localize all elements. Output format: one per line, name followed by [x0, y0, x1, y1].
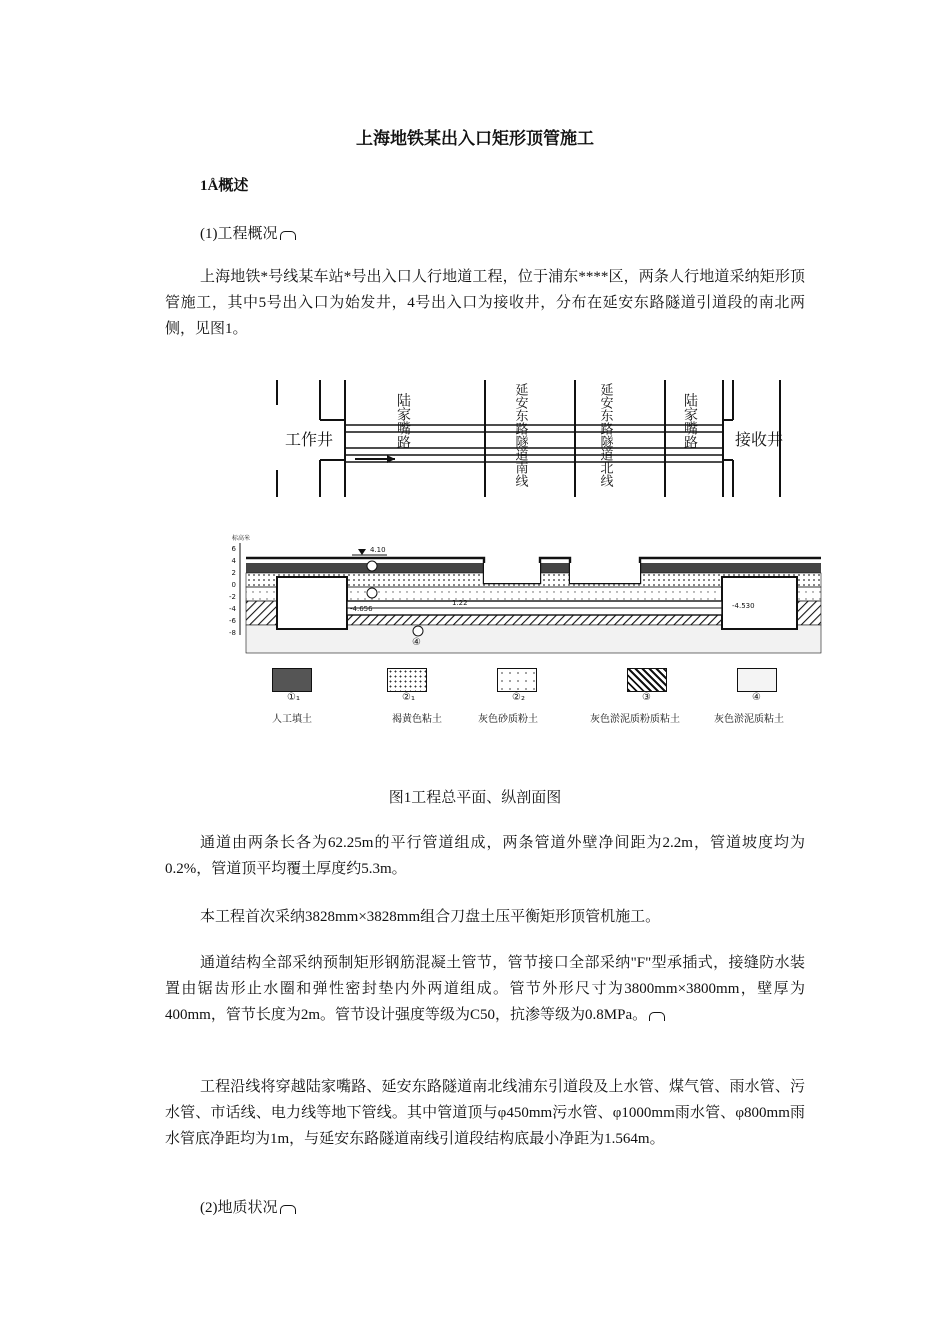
label-road-3: 延安东路隧道北线 — [597, 383, 613, 487]
legend-swatch — [387, 668, 427, 692]
paragraph-mark-icon — [649, 1012, 665, 1021]
level-right: -4.530 — [732, 602, 755, 610]
label-road-4: 陆家嘴路 — [682, 393, 698, 449]
paragraph-dimensions: 通道由两条长各为62.25m的平行管道组成，两条管道外壁净间距为2.2m，管道坡度均为0.2%，管道顶平均覆土厚度约5.3m。 — [165, 835, 805, 877]
axis-tick: 0 — [231, 581, 236, 589]
paragraph-mark-icon — [280, 1205, 296, 1214]
paragraph-machine: 本工程首次采纳3828mm×3828mm组合刀盘土压平衡矩形顶管机施工。 — [200, 909, 661, 925]
section-heading: 1Å概述 — [200, 178, 249, 194]
legend-symbol: ④ — [752, 692, 761, 703]
paragraph-mark-icon — [280, 231, 296, 240]
legend-label: 人工填土 — [272, 714, 312, 725]
legend-item — [497, 668, 537, 692]
legend-symbol: ②₁ — [402, 692, 415, 703]
label-receiving-shaft: 接收井 — [735, 430, 784, 449]
subsection-heading-geology: (2)地质状况 — [200, 1196, 296, 1217]
legend-item — [737, 668, 777, 692]
subsection-heading-overview: (1)工程概况 — [200, 222, 296, 243]
legend-label: 灰色砂质粉土 — [478, 714, 538, 725]
legend-swatch — [737, 668, 777, 692]
page-title: 上海地铁某出入口矩形顶管施工 — [356, 129, 594, 148]
level-left: -4.656 — [350, 605, 373, 613]
legend-label: 褐黄色粘土 — [392, 714, 442, 725]
legend-swatch — [272, 668, 312, 692]
legend-symbol: ②₂ — [512, 692, 525, 703]
axis-tick: -2 — [229, 593, 236, 601]
legend-item — [272, 668, 312, 692]
axis-tick: 4 — [231, 557, 236, 565]
label-road-1: 陆家嘴路 — [395, 393, 411, 449]
label-work-shaft: 工作井 — [285, 430, 334, 449]
axis-header-unit: 米 — [244, 535, 251, 542]
paragraph-pipelines: 工程沿线将穿越陆家嘴路、延安东路隧道南北线浦东引道段及上水管、煤气管、雨水管、污水管、市话线、电力线等地下管线。其中管道顶与φ450mm污水管、φ1000mm雨水管、φ800mm雨水管底净距均为1m，与延安东路隧道南线引道段结构底最小净距为1.564m。 — [165, 1079, 805, 1147]
figure-caption: 图1工程总平面、纵剖面图 — [388, 790, 562, 806]
legend-item — [627, 668, 667, 692]
legend-label: 灰色淤泥质粘土 — [714, 714, 784, 725]
legend-swatch — [497, 668, 537, 692]
axis-tick: -4 — [229, 605, 236, 613]
legend-swatch — [627, 668, 667, 692]
figure-plan-view — [275, 375, 790, 503]
axis-tick: -8 — [229, 629, 236, 637]
paragraph-structure: 通道结构全部采纳预制矩形钢筋混凝土管节，管节接口全部采纳"F"型承插式，接缝防水装置由锯齿形止水圈和弹性密封垫内外两道组成。管节外形尺寸为3800mm×3800mm，壁厚为400mm，管节长度为2m。管节设计强度等级为C50，抗渗等级为0.8MPa。 — [165, 955, 805, 1023]
figure-profile-section — [222, 533, 827, 658]
legend-item — [387, 668, 427, 692]
figure-legend — [262, 668, 802, 728]
paragraph-intro: 上海地铁*号线某车站*号出入口人行地道工程，位于浦东****区，两条人行地道采纳矩形顶管施工，其中5号出入口为始发井，4号出入口为接收井，分布在延安东路隧道引道段的南北两侧，见图1。 — [165, 269, 805, 337]
axis-tick: 6 — [231, 545, 236, 553]
layer-label: ④ — [412, 637, 421, 648]
axis-tick: 2 — [231, 569, 236, 577]
axis-tick: -6 — [229, 617, 236, 625]
level-mid: 1.22 — [452, 599, 468, 607]
legend-symbol: ③ — [642, 692, 651, 703]
legend-label: 灰色淤泥质粉质粘土 — [590, 714, 680, 725]
axis-header-elevation: 标高 — [232, 535, 245, 542]
label-road-2: 延安东路隧道南线 — [512, 383, 528, 487]
legend-symbol: ①₁ — [287, 692, 300, 703]
level-top: 4.10 — [370, 546, 386, 554]
